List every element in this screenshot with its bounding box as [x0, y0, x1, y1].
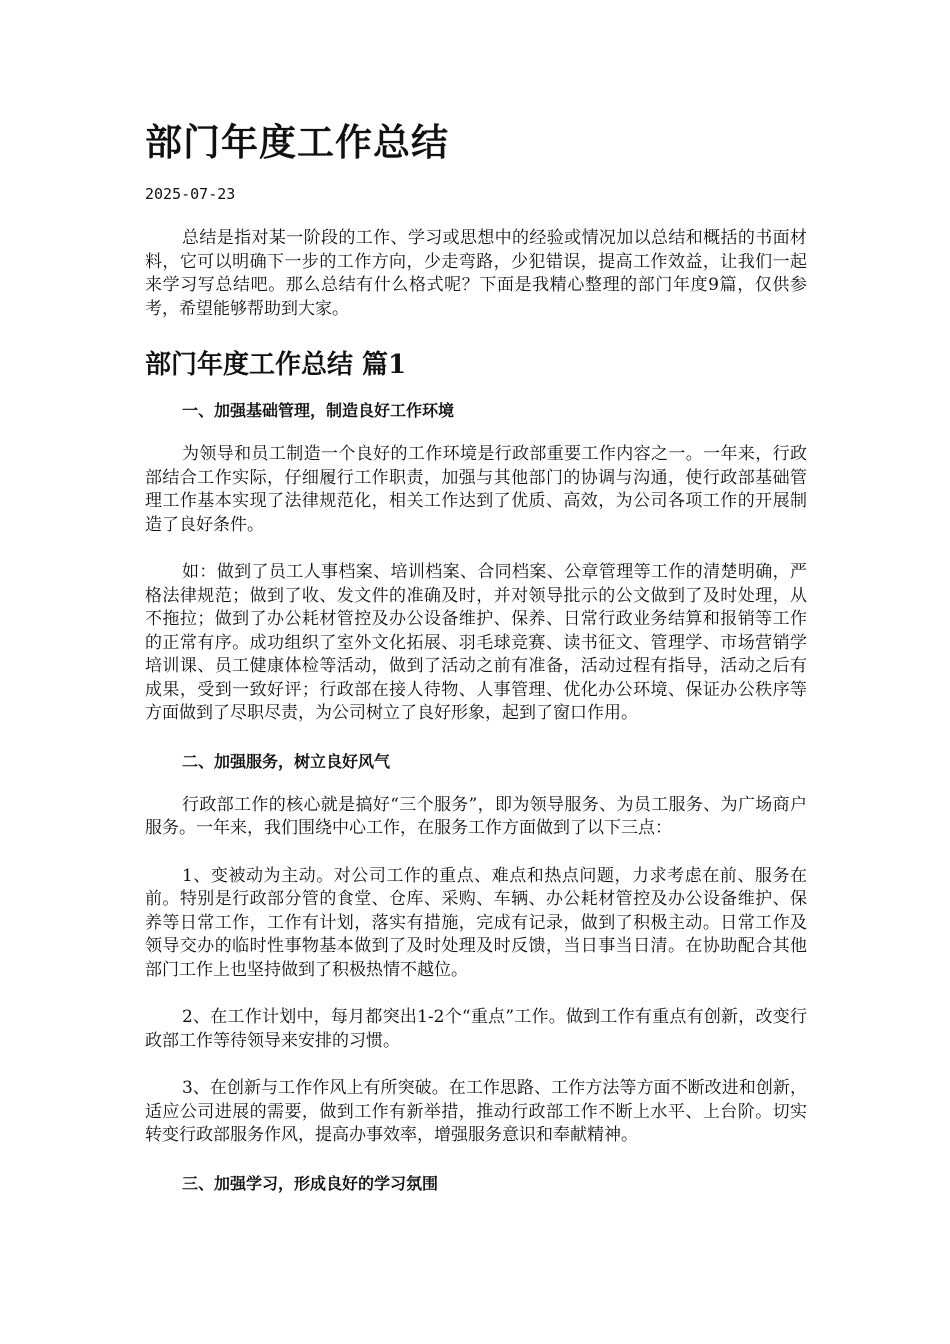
paragraph-3: 行政部工作的核心就是搞好“三个服务”，即为领导服务、为员工服务、为广场商户服务。一年来，我们围绕中心工作，在服务工作方面做到了以下三点： — [145, 794, 807, 838]
paragraph-5: 2、在工作计划中，每月都突出1-2个“重点”工作。做到工作有重点有创新，改变行政部工作等待领导来安排的习惯。 — [145, 1007, 807, 1051]
intro-paragraph: 总结是指对某一阶段的工作、学习或思想中的经验或情况加以总结和概括的书面材料，它可以明确下一步的工作方向，少走弯路，少犯错误，提高工作效益，让我们一起来学习写总结吧。那么总结有什么格式呢？下面是我精心整理的部门年度9篇，仅供参考，希望能够帮助到大家。 — [145, 228, 807, 319]
sub-heading-1: 一、加强基础管理，制造良好工作环境 — [182, 401, 455, 420]
sub-heading-2: 二、加强服务，树立良好风气 — [182, 751, 391, 771]
paragraph-1: 为领导和员工制造一个良好的工作环境是行政部重要工作内容之一。一年来，行政部结合工作实际，仔细履行工作职责，加强与其他部门的协调与沟通，使行政部基础管理工作基本实现了法律规范化，相关工作达到了优质、高效，为公司各项工作的开展制造了良好条件。 — [145, 444, 807, 535]
paragraph-6: 3、在创新与工作作风上有所突破。在工作思路、工作方法等方面不断改进和创新，适应公司进展的需要，做到工作有新举措，推动行政部工作不断上水平、上台阶。切实转变行政部服务作风，提高办事效率，增强服务意识和奉献精神。 — [145, 1078, 807, 1145]
section-title: 部门年度工作总结 篇1 — [145, 350, 407, 380]
sub-heading-3: 三、加强学习，形成良好的学习氛围 — [182, 1173, 439, 1193]
paragraph-4: 1、变被动为主动。对公司工作的重点、难点和热点问题，力求考虑在前、服务在前。特别是行政部分管的食堂、仓库、采购、车辆、办公耗材管控及办公设备维护、保养等日常工作，工作有计划，落实有措施，完成有记录，做到了积极主动。日常工作及领导交办的临时性事物基本做到了及时处理及时反馈，当日事当日清。在协助配合其他部门工作上也坚持做到了积极热情不越位。 — [145, 865, 807, 980]
document-title: 部门年度工作总结 — [145, 120, 449, 164]
publish-date: 2025-07-23 — [145, 185, 236, 203]
paragraph-2: 如：做到了员工人事档案、培训档案、合同档案、公章管理等工作的清楚明确，严格法律规范；做到了收、发文件的准确及时，并对领导批示的公文做到了及时处理，从不拖拉；做到了办公耗材管控及办公设备维护、保养、日常行政业务结算和报销等工作的正常有序。成功组织了室外文化拓展、羽毛球竞赛、读书征文、管理学、市场营销学培训课、员工健康体检等活动，做到了活动之前有准备，活动过程有指导，活动之后有成果，受到一致好评；行政部在接人待物、人事管理、优化办公环境、保证办公秩序等方面做到了尽职尽责，为公司树立了良好形象，起到了窗口作用。 — [145, 562, 807, 723]
document-body — [145, 227, 807, 1216]
